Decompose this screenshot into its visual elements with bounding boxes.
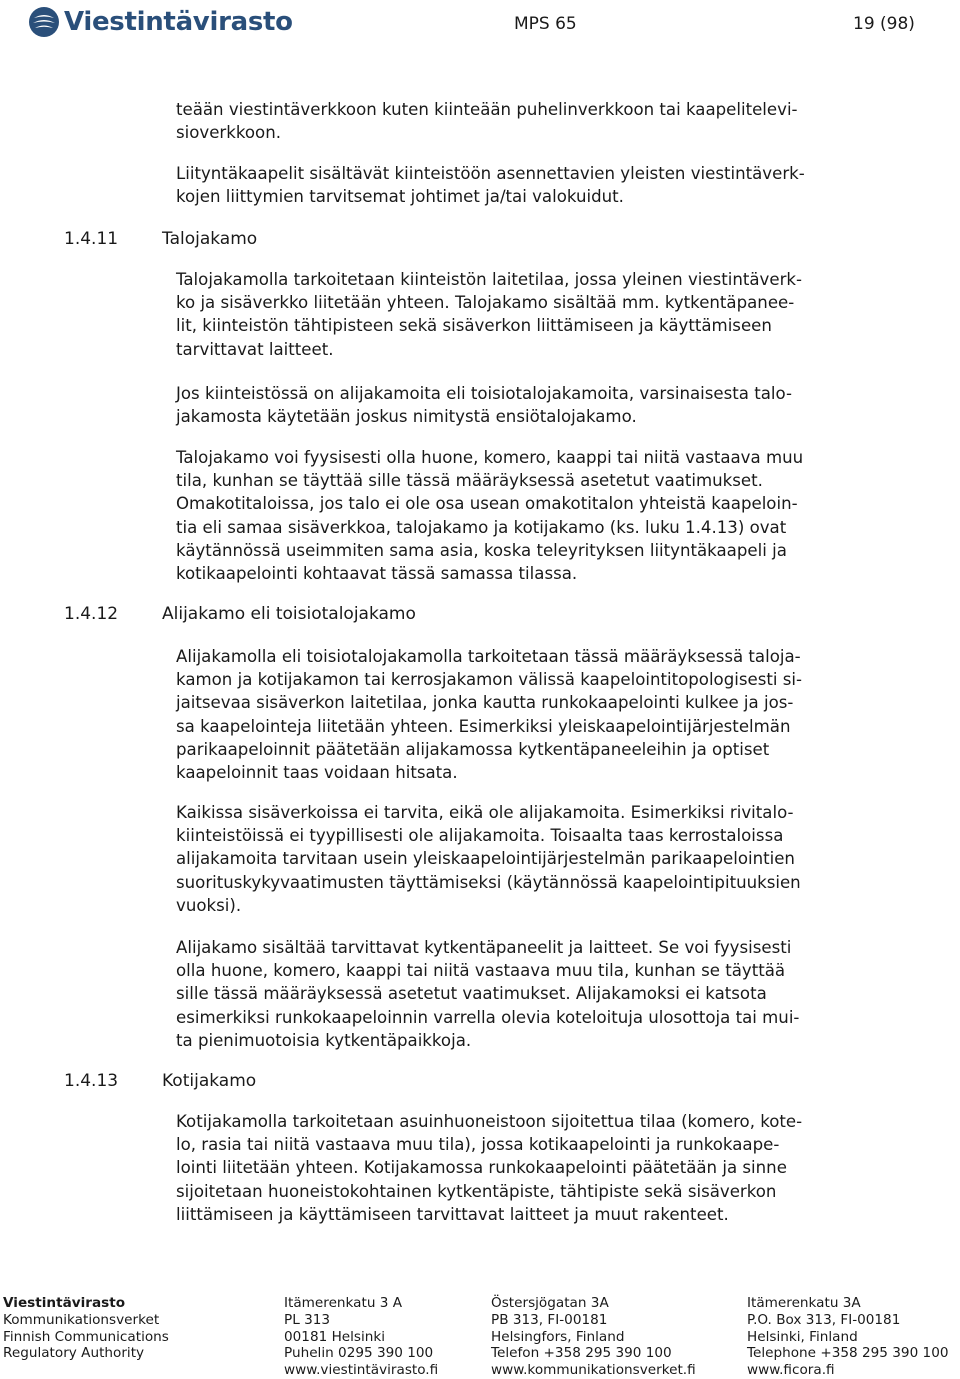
text-line: jakamosta käytetään joskus nimitystä ensiötalojakamo.: [176, 407, 637, 427]
text-line: lo, rasia tai niitä vastaava muu tila), jossa kotikaapelointi ja runkokaape-: [176, 1135, 780, 1155]
text-line: kamon ja kotijakamon tai kerrosjakamon välissä kaapelointitopologisesti si-: [176, 670, 802, 690]
paragraph: [176, 645, 916, 784]
text-line: käytännössä useimmiten sama asia, koska teleyrityksen liityntäkaapeli ja: [176, 540, 787, 560]
text-line: olla huone, komero, kaappi tai niitä vastaava muu tila, kunhan se täyttää: [176, 961, 786, 981]
text-line: Talojakamolla tarkoitetaan kiinteistön laitetilaa, jossa yleinen viestintäverk-: [176, 270, 802, 289]
footer-line: Helsingfors, Finland: [491, 1328, 625, 1345]
footer-line: P.O. Box 313, FI-00181: [747, 1311, 901, 1328]
text-line: kojen liittymien tarvitsemat johtimet ja/tai valokuidut.: [176, 187, 624, 207]
section-title: Alijakamo eli toisiotalojakamo: [162, 604, 416, 624]
footer-english-address: [747, 1295, 949, 1379]
text-line: Kotijakamolla tarkoitetaan asuinhuoneistoon sijoitettua tilaa (komero, kote-: [176, 1112, 803, 1131]
text-line: kaapeloinnit taas voidaan hitsata.: [176, 763, 458, 783]
text-line: lit, kiinteistön tähtipisteen sekä sisäverkon liittämiseen ja käyttämiseen: [176, 316, 772, 336]
footer-link[interactable]: www.kommunikationsverket.fi: [491, 1362, 696, 1379]
footer-line: Östersjögatan 3A: [491, 1295, 609, 1311]
text-line: sioverkkoon.: [176, 123, 281, 143]
footer-line: Telefon +358 295 390 100: [491, 1345, 672, 1362]
section-title: Kotijakamo: [162, 1071, 257, 1091]
section-number: 1.4.11: [64, 229, 119, 249]
text-line: Jos kiinteistössä on alijakamoita eli toisiotalojakamoita, varsinaisesta talo-: [176, 384, 792, 403]
text-line: kiinteistöissä ei tyypillisesti ole alijakamoita. Toisaalta taas kerrostaloissa: [176, 826, 784, 846]
text-line: parikaapeloinnit päätetään alijakamossa kytkentäpaneeleihin ja optiset: [176, 739, 770, 759]
footer-line: Viestintävirasto: [3, 1295, 126, 1311]
footer-line: PB 313, FI-00181: [491, 1311, 608, 1328]
text-line: ko ja sisäverkko liitetään yhteen. Talojakamo sisältää mm. kytkentäpanee-: [176, 293, 795, 313]
text-line: sa kaapelointeja liitetään yhteen. Esimerkiksi yleiskaapelointijärjestelmän: [176, 716, 791, 736]
footer-line: Itämerenkatu 3 A: [284, 1295, 403, 1311]
paragraph: [176, 98, 916, 144]
paragraph: [176, 162, 916, 208]
paragraph: [176, 1110, 916, 1226]
paragraph: [176, 268, 916, 361]
paragraph: [176, 382, 916, 428]
text-line: sijoitetaan huoneistokohtainen kytkentäpiste, tähtipiste sekä sisäverkon: [176, 1181, 777, 1201]
document-id: MPS 65: [514, 14, 577, 34]
footer-link[interactable]: www.viestintävirasto.fi: [284, 1362, 439, 1379]
footer-swedish-address: [491, 1295, 696, 1379]
text-line: tarvittavat laitteet.: [176, 339, 334, 359]
paragraph: [176, 936, 916, 1052]
footer-link[interactable]: www.ficora.fi: [747, 1362, 835, 1379]
text-line: Alijakamo sisältää tarvittavat kytkentäpaneelit ja laitteet. Se voi fyysisesti: [176, 938, 792, 957]
text-line: Talojakamo voi fyysisesti olla huone, komero, kaappi tai niitä vastaava muu: [176, 448, 804, 467]
footer-agency-names: [3, 1295, 169, 1362]
footer-line: Helsinki, Finland: [747, 1328, 858, 1345]
logo-text: Viestintävirasto: [64, 7, 293, 37]
text-line: sille tässä määräyksessä asetetut vaatimukset. Alijakamoksi ei katsota: [176, 984, 767, 1004]
section-number: 1.4.13: [64, 1071, 119, 1091]
text-line: ta pienimuotoisia kytkentäpaikkoja.: [176, 1030, 472, 1050]
text-line: Kaikissa sisäverkoissa ei tarvita, eikä ole alijakamoita. Esimerkiksi rivitalo-: [176, 803, 794, 822]
text-line: Omakotitaloissa, jos talo ei ole osa usean omakotitalon yhteistä kaapeloin-: [176, 494, 798, 514]
footer-line: 00181 Helsinki: [284, 1328, 386, 1345]
paragraph: [176, 801, 916, 917]
text-line: Alijakamolla eli toisiotalojakamolla tarkoitetaan tässä määräyksessä taloja-: [176, 647, 801, 666]
text-line: tia eli samaa sisäverkkoa, talojakamo ja kotijakamo (ks. luku 1.4.13) ovat: [176, 517, 787, 537]
section-number: 1.4.12: [64, 604, 119, 624]
paragraph: [176, 446, 916, 585]
footer-line: Regulatory Authority: [3, 1345, 145, 1362]
text-line: tila, kunhan se täyttää sille tässä määräyksessä asetetut vaatimukset.: [176, 471, 763, 491]
text-line: lointi liitetään yhteen. Kotijakamossa runkokaapelointi päätetään ja sinne: [176, 1158, 787, 1178]
text-line: jaitsevaa sisäverkon laitetilaa, jonka kautta runkokaapelointi kulkee ja jos-: [176, 693, 794, 713]
footer-line: Puhelin 0295 390 100: [284, 1345, 434, 1362]
text-line: teään viestintäverkkoon kuten kiinteään puhelinverkkoon tai kaapelitelevi-: [176, 100, 798, 119]
page-number: 19 (98): [853, 14, 915, 34]
text-line: Liityntäkaapelit sisältävät kiinteistöön asennettavien yleisten viestintäverk-: [176, 164, 805, 183]
footer-line: Telephone +358 295 390 100: [747, 1345, 949, 1362]
text-line: kotikaapelointi kohtaavat tässä samassa tilassa.: [176, 564, 578, 584]
text-line: liittämiseen ja käyttämiseen tarvittavat laitteet ja muut rakenteet.: [176, 1204, 729, 1224]
footer-line: Kommunikationsverket: [3, 1311, 160, 1328]
footer-line: Finnish Communications: [3, 1328, 169, 1345]
text-line: suorituskykyvaatimusten täyttämiseksi (käytännössä kaapelointipituuksien: [176, 872, 801, 892]
section-title: Talojakamo: [162, 229, 258, 249]
text-line: esimerkiksi runkokaapeloinnin varrella olevia koteloituja ulosottoja tai mui-: [176, 1007, 800, 1027]
text-line: alijakamoita tarvitaan usein yleiskaapelointijärjestelmän parikaapelointien: [176, 849, 795, 869]
footer-finnish-address: [284, 1295, 438, 1379]
footer-line: Itämerenkatu 3A: [747, 1295, 861, 1311]
text-line: vuoksi).: [176, 895, 242, 915]
agency-logo: [28, 6, 293, 38]
logo-mark-icon: [28, 6, 60, 38]
footer-line: PL 313: [284, 1311, 331, 1328]
